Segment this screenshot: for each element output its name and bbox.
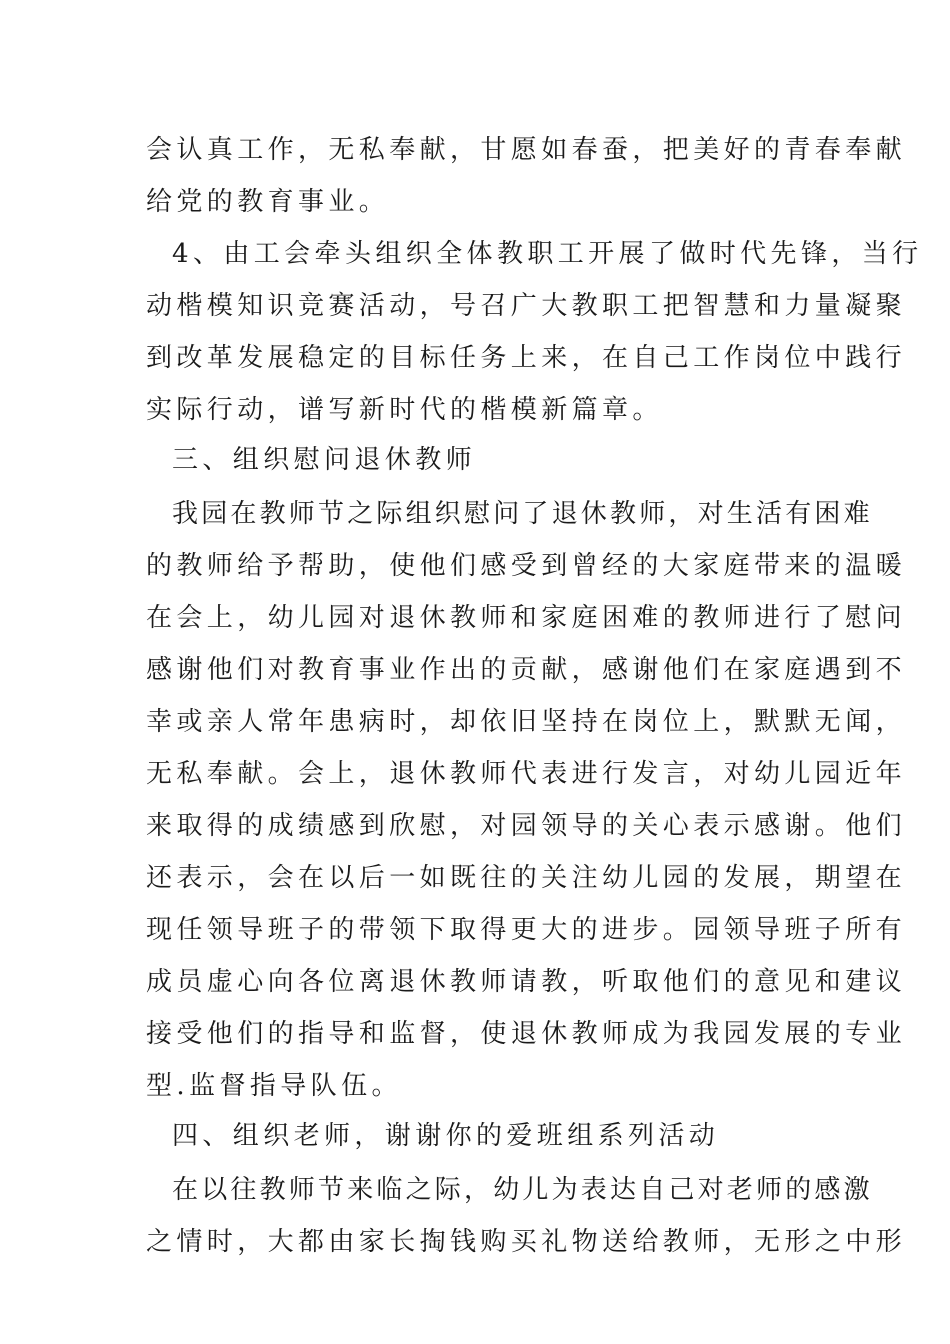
- section-heading: 三、组织慰问退休教师: [172, 445, 477, 475]
- text-line: 在以往教师节来临之际，幼儿为表达自己对老师的感激: [172, 1175, 873, 1205]
- text-line: 实际行动，谱写新时代的楷模新篇章。: [146, 395, 663, 425]
- text-line: 来取得的成绩感到欣慰，对园领导的关心表示感谢。他们: [146, 811, 907, 841]
- text-line: 型.监督指导队伍。: [146, 1071, 402, 1101]
- text-line: 感谢他们对教育事业作出的贡献，感谢他们在家庭遇到不: [146, 655, 907, 685]
- text-line: 会认真工作，无私奉献，甘愿如春蚕，把美好的青春奉献: [146, 135, 907, 165]
- text-line: 到改革发展稳定的目标任务上来，在自己工作岗位中践行: [146, 343, 907, 373]
- text-line: 无私奉献。会上，退休教师代表进行发言，对幼儿园近年: [146, 759, 907, 789]
- section-heading: 四、组织老师，谢谢你的爱班组系列活动: [172, 1121, 720, 1151]
- text-line: 成员虚心向各位离退休教师请教，听取他们的意见和建议: [146, 967, 907, 997]
- text-line: 幸或亲人常年患病时，却依旧坚持在岗位上，默默无闻，: [146, 707, 907, 737]
- text-line: 现任领导班子的带领下取得更大的进步。园领导班子所有: [146, 915, 907, 945]
- text-line: 接受他们的指导和监督，使退休教师成为我园发展的专业: [146, 1019, 907, 1049]
- text-line: 的教师给予帮助，使他们感受到曾经的大家庭带来的温暖: [146, 551, 907, 581]
- text-line: 还表示，会在以后一如既往的关注幼儿园的发展，期望在: [146, 863, 907, 893]
- text-line: 动楷模知识竞赛活动，号召广大教职工把智慧和力量凝聚: [146, 291, 907, 321]
- text-line: 在会上，幼儿园对退休教师和家庭困难的教师进行了慰问: [146, 603, 907, 633]
- text-line: 之情时，大都由家长掏钱购买礼物送给教师，无形之中形: [146, 1227, 907, 1257]
- text-line: 给党的教育事业。: [146, 187, 390, 217]
- text-line: 4、由工会牵头组织全体教职工开展了做时代先锋，当行: [172, 239, 923, 269]
- text-line: 我园在教师节之际组织慰问了退休教师，对生活有困难: [172, 499, 873, 529]
